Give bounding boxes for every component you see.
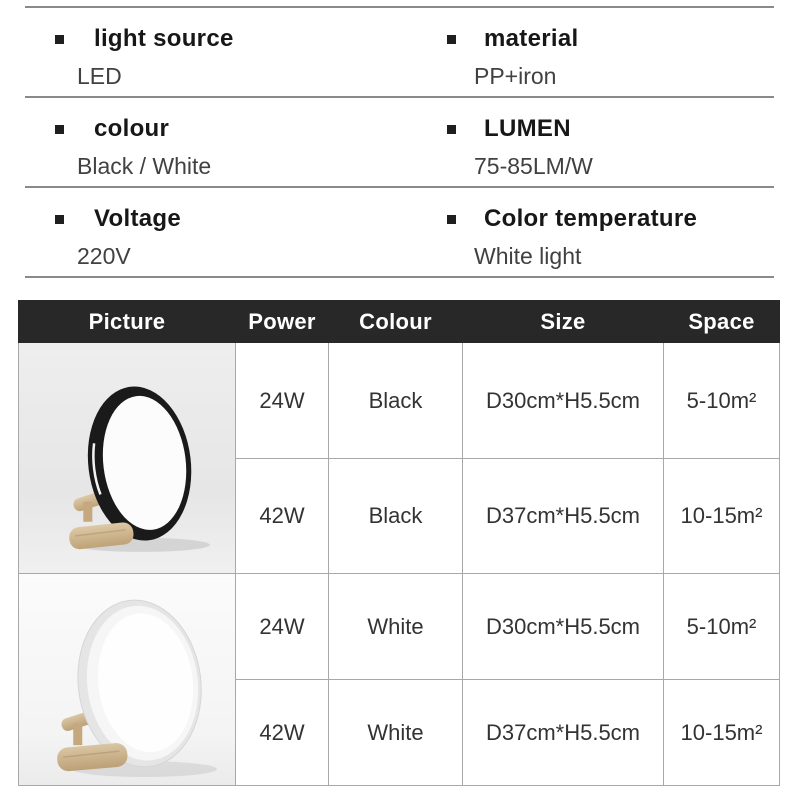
product-image-cell-black <box>19 343 236 574</box>
cell-colour: White <box>329 574 463 680</box>
table-header-row <box>19 301 780 343</box>
spec-value: Black / White <box>77 153 212 179</box>
spec-item-lumen <box>400 96 800 186</box>
bullet-square-icon <box>55 125 64 134</box>
spec-label: Voltage <box>94 205 182 232</box>
cell-size: D30cm*H5.5cm <box>463 343 664 459</box>
column-header-space: Space <box>664 301 780 343</box>
spec-item-color-temperature <box>400 186 800 276</box>
cell-power: 42W <box>236 459 329 574</box>
column-header-colour: Colour <box>329 301 463 343</box>
product-variants-table <box>18 300 780 786</box>
spec-label: light source <box>94 25 234 52</box>
cell-power: 24W <box>236 574 329 680</box>
cell-size: D30cm*H5.5cm <box>463 574 664 680</box>
cell-size: D37cm*H5.5cm <box>463 680 664 786</box>
spec-value: PP+iron <box>474 63 557 89</box>
bullet-square-icon <box>447 125 456 134</box>
spec-bottom-line <box>0 276 800 278</box>
divider-line <box>25 186 774 188</box>
white-ceiling-lamp-photo <box>19 574 235 785</box>
spec-row-2 <box>0 96 800 186</box>
spec-item-voltage <box>0 186 400 276</box>
cell-colour: Black <box>329 459 463 574</box>
spec-item-colour <box>0 96 400 186</box>
spec-row-1 <box>0 6 800 96</box>
divider-line <box>25 96 774 98</box>
divider-line <box>25 276 774 278</box>
table-row <box>19 343 780 459</box>
cell-space: 5-10m² <box>664 343 780 459</box>
cell-space: 10-15m² <box>664 459 780 574</box>
spec-label: LUMEN <box>484 115 571 142</box>
spec-value: White light <box>474 243 582 269</box>
spec-value: 75-85LM/W <box>474 153 593 179</box>
bullet-square-icon <box>55 215 64 224</box>
divider-line <box>25 6 774 8</box>
cell-colour: White <box>329 680 463 786</box>
black-ceiling-lamp-photo <box>19 343 235 573</box>
column-header-power: Power <box>236 301 329 343</box>
bullet-square-icon <box>447 35 456 44</box>
spec-row-3 <box>0 186 800 276</box>
table-row <box>19 574 780 680</box>
spec-section <box>0 6 800 278</box>
spec-label: Color temperature <box>484 205 698 232</box>
column-header-picture: Picture <box>19 301 236 343</box>
cell-colour: Black <box>329 343 463 459</box>
cell-space: 10-15m² <box>664 680 780 786</box>
column-header-size: Size <box>463 301 664 343</box>
spec-label: colour <box>94 115 170 142</box>
cell-size: D37cm*H5.5cm <box>463 459 664 574</box>
product-image-cell-white <box>19 574 236 786</box>
spec-value: 220V <box>77 243 131 269</box>
spec-item-material <box>400 6 800 96</box>
bullet-square-icon <box>447 215 456 224</box>
spec-value: LED <box>77 63 122 89</box>
cell-power: 24W <box>236 343 329 459</box>
cell-space: 5-10m² <box>664 574 780 680</box>
spec-item-light-source <box>0 6 400 96</box>
spec-label: material <box>484 25 579 52</box>
cell-power: 42W <box>236 680 329 786</box>
bullet-square-icon <box>55 35 64 44</box>
